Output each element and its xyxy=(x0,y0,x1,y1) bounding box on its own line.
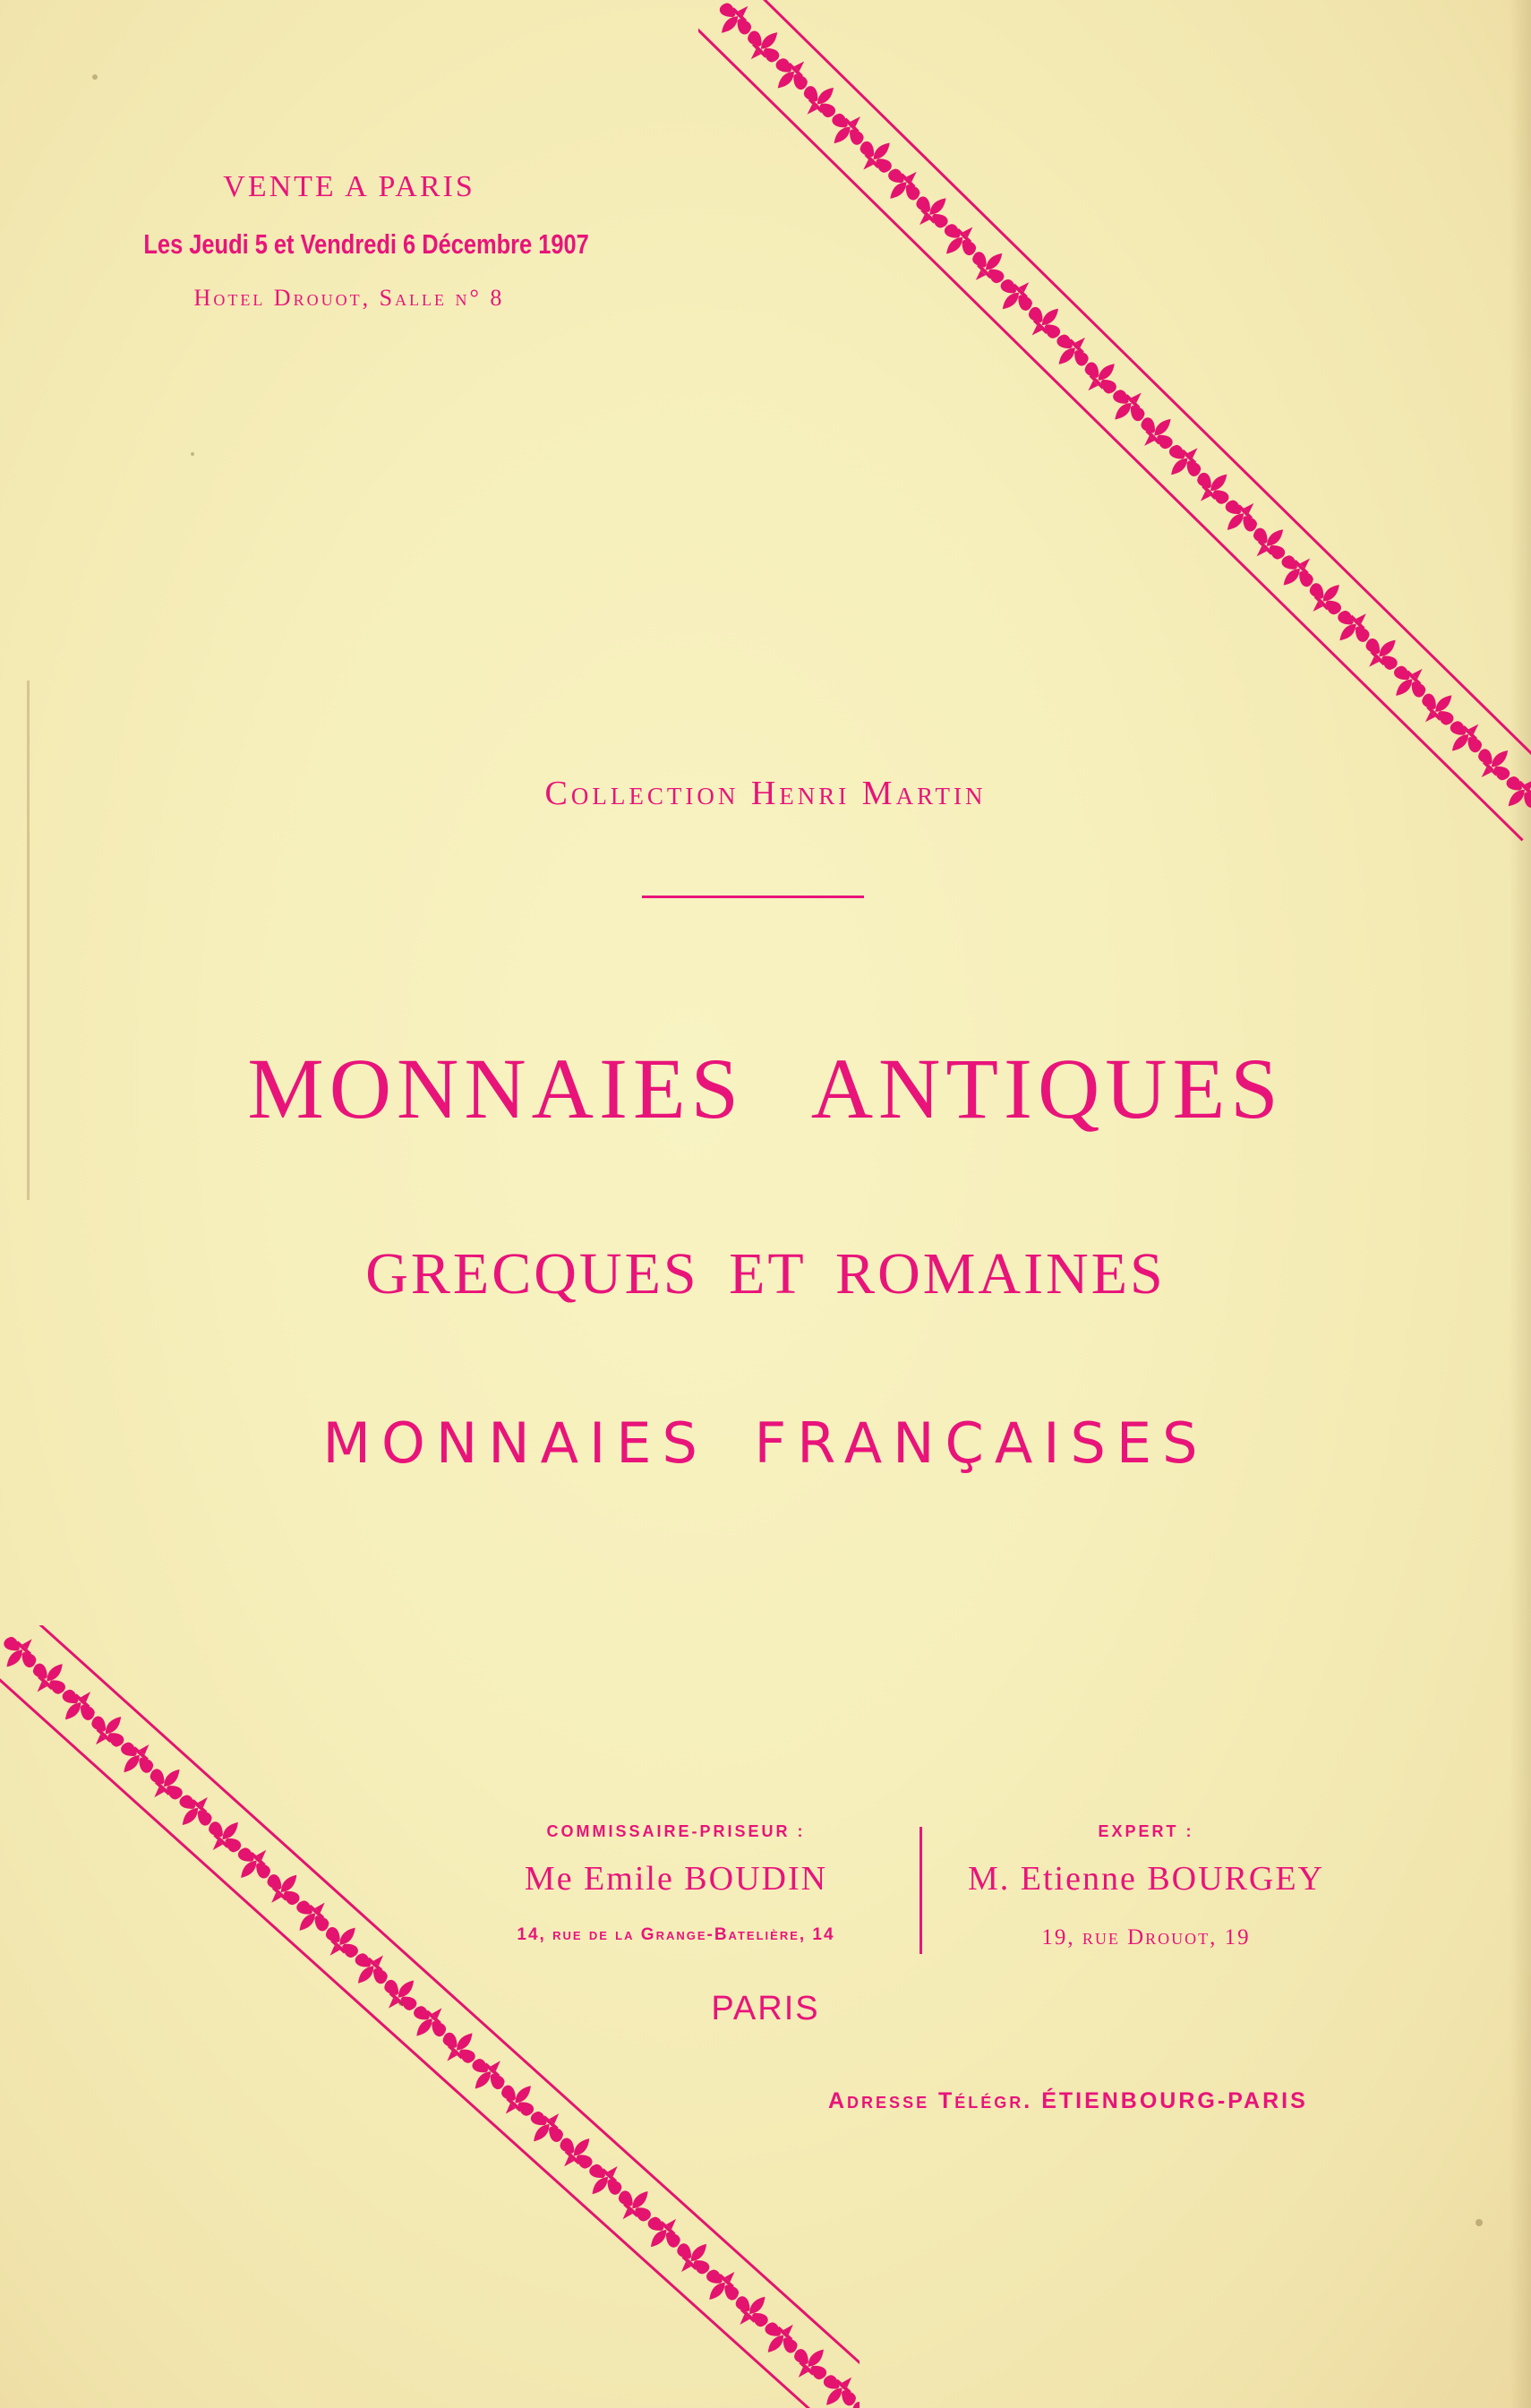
collection-name: Collection Henri Martin xyxy=(544,775,987,812)
subtitle-2: MONNAIES FRANÇAISES xyxy=(322,1410,1209,1476)
commissaire-role: COMMISSAIRE-PRISEUR : xyxy=(546,1822,806,1840)
sale-dates: Les Jeudi 5 et Vendredi 6 Décembre 1907 xyxy=(143,228,589,260)
sale-location: VENTE A PARIS xyxy=(223,170,475,203)
sale-venue: Hotel Drouot, Salle n° 8 xyxy=(193,285,505,311)
subtitle-1: GRECQUES ET ROMAINES xyxy=(365,1241,1166,1307)
main-title: MONNAIES ANTIQUES xyxy=(247,1041,1284,1136)
foxing-spot xyxy=(398,2001,403,2006)
city-label: PARIS xyxy=(711,1990,820,2027)
foxing-spot xyxy=(92,74,98,80)
foxing-spot xyxy=(1475,2219,1483,2226)
title-rule xyxy=(642,896,864,898)
expert-address: 19, rue Drouot, 19 xyxy=(1041,1925,1251,1950)
commissaire-name: Me Emile BOUDIN xyxy=(524,1860,828,1898)
foxing-spot xyxy=(191,452,194,456)
fleur-de-lis-band-top-right xyxy=(698,0,1531,860)
expert-name: M. Etienne BOURGEY xyxy=(967,1860,1325,1898)
telegraph-address: Adresse Télégr. ÉTIENBOURG-PARIS xyxy=(828,2088,1308,2113)
expert-role: EXPERT : xyxy=(1098,1822,1194,1840)
commissaire-address: 14, rue de la Grange-Batelière, 14 xyxy=(517,1925,835,1944)
